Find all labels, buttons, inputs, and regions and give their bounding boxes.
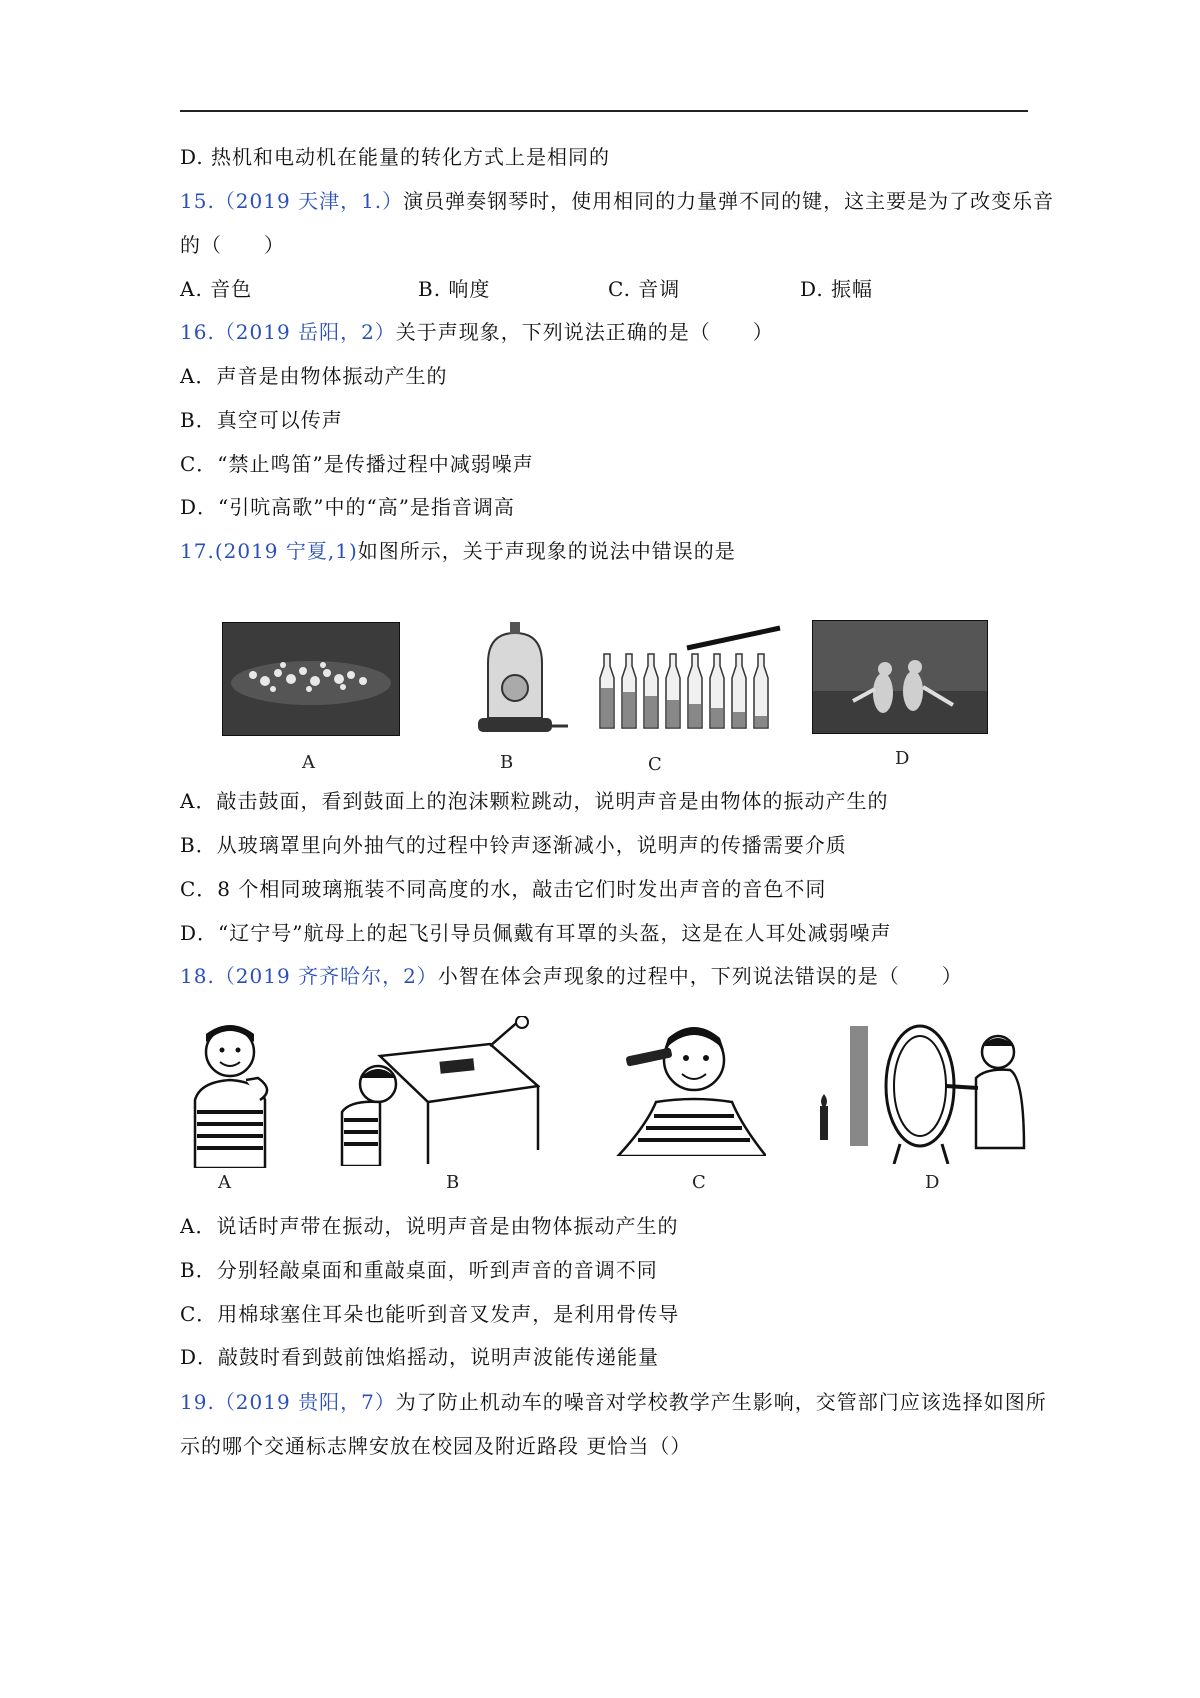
foam-particles-icon — [223, 623, 399, 735]
question-source: （2019 齐齐哈尔，2） — [214, 964, 438, 988]
q17-option-a: A．敲击鼓面，看到鼓面上的泡沫颗粒跳动，说明声音是由物体的振动产生的 — [180, 789, 889, 813]
q16-option-a: A．声音是由物体振动产生的 — [180, 364, 448, 388]
q17-option-b: B．从玻璃罩里向外抽气的过程中铃声逐渐减小，说明声的传播需要介质 — [180, 833, 847, 857]
q15-option-d: D. 振幅 — [800, 277, 874, 301]
header-rule — [180, 110, 1028, 112]
drum-foam-photo — [222, 622, 400, 736]
q18-stem: 18.（2019 齐齐哈尔，2）小智在体会声现象的过程中，下列说法错误的是（ ） — [180, 964, 963, 988]
fig18-label-c: C — [692, 1172, 706, 1193]
q17-stem: 17.(2019 宁夏,1)如图所示，关于声现象的说法中错误的是 — [180, 539, 736, 563]
boy-table-icon — [340, 1016, 540, 1166]
question-source: （2019 岳阳，2） — [214, 320, 396, 344]
q18-option-b: B．分别轻敲桌面和重敲桌面，听到声音的音调不同 — [180, 1258, 658, 1282]
q16-option-d: D．“引吭高歌”中的“高”是指音调高 — [180, 495, 515, 519]
question-source: (2019 宁夏,1) — [214, 539, 358, 563]
q14-option-d: D. 热机和电动机在能量的转化方式上是相同的 — [180, 145, 611, 169]
q16-option-c: C．“禁止鸣笛”是传播过程中减弱噪声 — [180, 452, 534, 476]
question-number: 19. — [180, 1390, 215, 1414]
q17-option-c: C．8 个相同玻璃瓶装不同高度的水，敲击它们时发出声音的音色不同 — [180, 877, 827, 901]
q19-stem-cont: 示的哪个交通标志牌安放在校园及附近路段 更恰当（） — [180, 1434, 692, 1458]
fig18-label-b: B — [446, 1172, 460, 1193]
fig18-label-d: D — [925, 1172, 940, 1193]
q15-option-a: A. 音色 — [180, 277, 253, 301]
question-number: 15. — [180, 189, 215, 213]
q18-option-a: A．说话时声带在振动，说明声音是由物体振动产生的 — [180, 1214, 679, 1238]
q19-stem: 19.（2019 贵阳，7）为了防止机动车的噪音对学校教学产生影响，交管部门应该选择如图所 — [180, 1390, 1047, 1414]
q18-option-c: C．用棉球塞住耳朵也能听到音叉发声，是利用骨传导 — [180, 1302, 680, 1326]
q15-option-c: C. 音调 — [608, 277, 681, 301]
q18-option-d: D．敲鼓时看到鼓前蚀焰摇动，说明声波能传递能量 — [180, 1345, 660, 1369]
fig17-label-b: B — [500, 752, 514, 773]
question-number: 16. — [180, 320, 215, 344]
fig18-label-a: A — [218, 1172, 231, 1193]
fig17-label-c: C — [648, 754, 662, 775]
q16-stem: 16.（2019 岳阳，2）关于声现象，下列说法正确的是（ ） — [180, 320, 774, 344]
question-source: （2019 天津，1.） — [214, 189, 404, 213]
question-number: 18. — [180, 964, 215, 988]
question-number: 17. — [180, 539, 215, 563]
boy-tuning-fork-icon — [616, 1016, 766, 1156]
carrier-deck-photo — [812, 620, 988, 734]
question-source: （2019 贵阳，7） — [214, 1390, 396, 1414]
glass-bottles-icon — [592, 618, 782, 740]
fig17-label-d: D — [895, 748, 910, 769]
boy-throat-icon — [180, 1020, 290, 1168]
q15-stem: 15.（2019 天津，1.）演员弹奏钢琴时，使用相同的力量弹不同的键，这主要是为了改变乐音 — [180, 189, 1055, 213]
bell-jar-icon — [460, 618, 570, 740]
q15-option-b: B. 响度 — [418, 277, 491, 301]
flight-director-icon — [813, 621, 987, 733]
drum-candle-icon — [810, 1016, 1030, 1164]
q15-stem-cont: 的（ ） — [180, 233, 285, 257]
fig17-label-a: A — [302, 752, 315, 773]
q17-option-d: D．“辽宁号”航母上的起飞引导员佩戴有耳罩的头盔，这是在人耳处减弱噪声 — [180, 921, 892, 945]
q16-option-b: B．真空可以传声 — [180, 408, 343, 432]
